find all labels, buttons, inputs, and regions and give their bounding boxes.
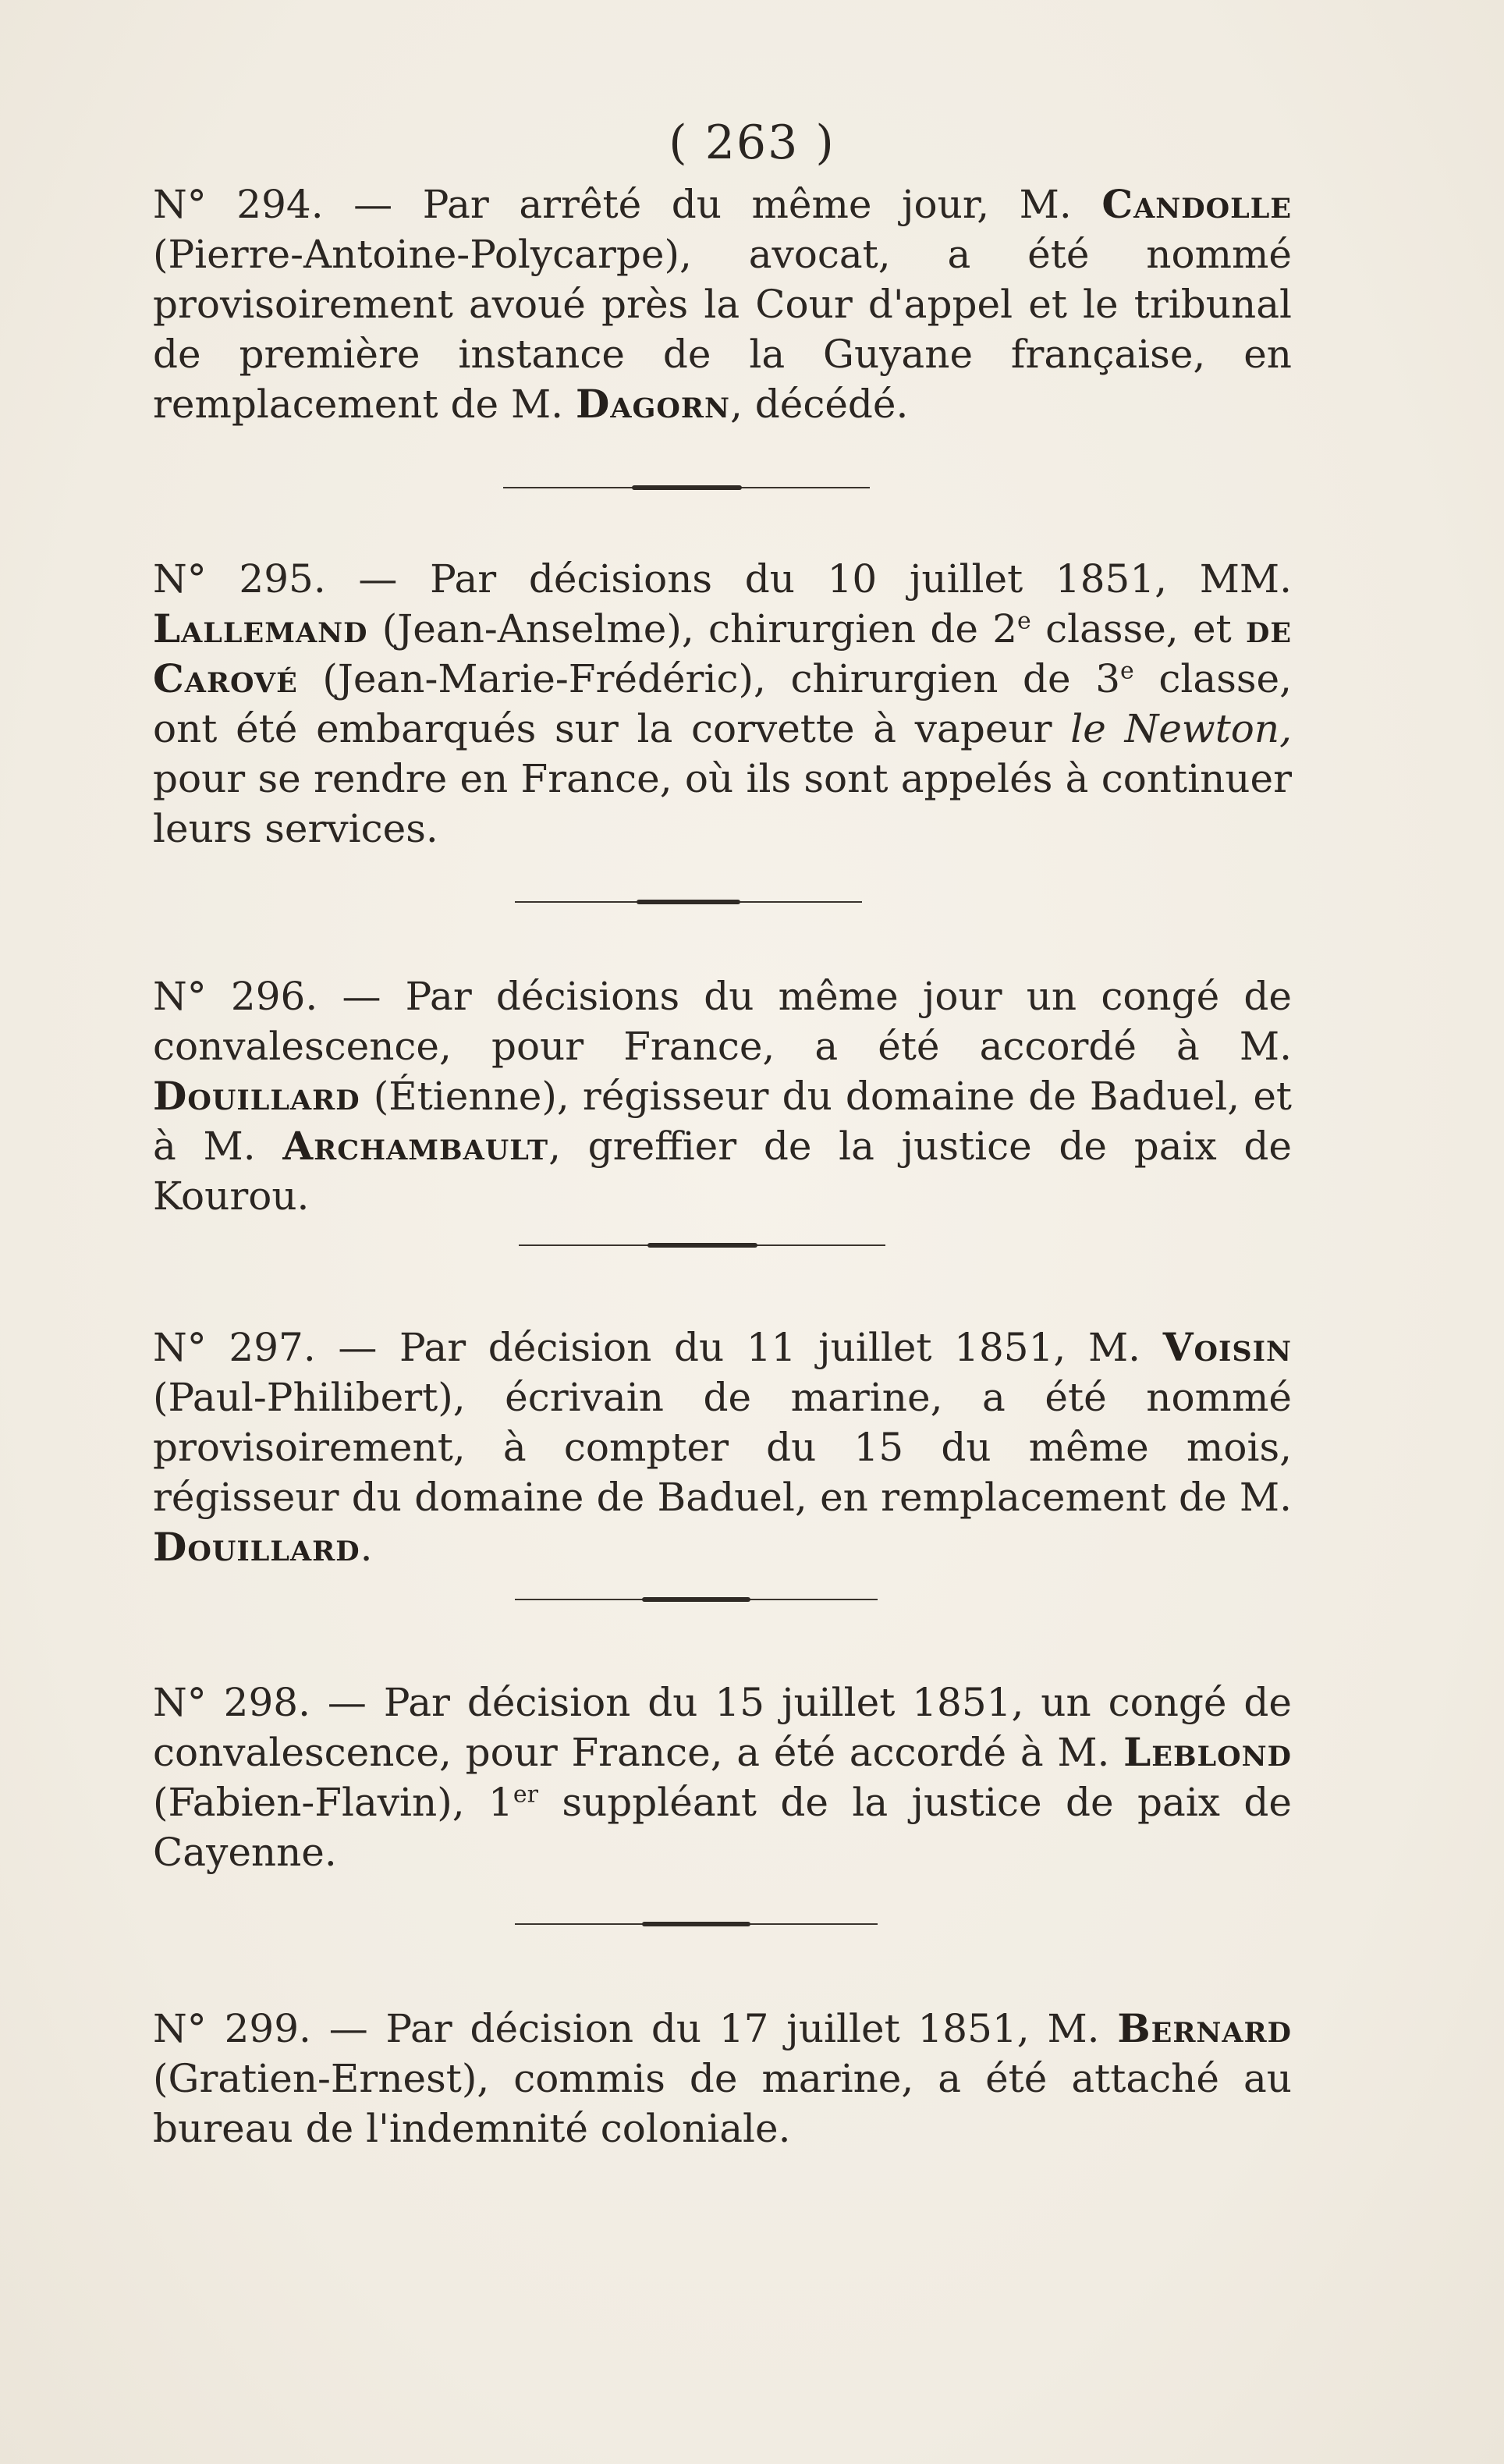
entry-text: (Gratien-Ernest), commis de marine, a été attaché au bureau de l'indemnité coloniale. <box>153 2056 1292 2151</box>
entry-text: , greffier de la justice de paix de Kourou. <box>153 1124 1293 1219</box>
superscript: e <box>1120 657 1134 685</box>
person-name: Douillard <box>153 1524 360 1570</box>
person-name: de Carové <box>153 605 1292 701</box>
entry-text: — Par décision du 17 juillet 1851, M. <box>310 2006 1118 2051</box>
page-number: ( 263 ) <box>669 115 835 170</box>
entry-297 <box>153 1323 1292 1572</box>
entry-text: , décédé. <box>729 382 909 427</box>
entry-number: N° 295. <box>153 556 326 602</box>
entry-296 <box>153 971 1292 1221</box>
entry-text: (Fabien-Flavin), 1 <box>153 1780 513 1825</box>
person-name: Leblond <box>1123 1729 1292 1775</box>
person-name: Lallemand <box>153 605 368 652</box>
person-name: Douillard <box>153 1073 360 1119</box>
separator-rule <box>515 1922 878 1926</box>
entry-295 <box>153 554 1292 854</box>
entry-text: — Par décisions du 10 juillet 1851, MM. <box>325 556 1292 602</box>
entry-text: — Par décision du 11 juillet 1851, M. <box>315 1325 1163 1370</box>
entry-text: classe, et <box>1030 606 1246 652</box>
superscript: er <box>513 1781 538 1809</box>
entry-text: (Pierre-Antoine-Polycarpe), avocat, a été nommé provisoirement avoué près la Cour d'appel et le tribunal de première instance de la Guyane française, en remplacement de M. <box>153 232 1292 427</box>
entry-298 <box>153 1678 1292 1877</box>
person-name: Candolle <box>1101 181 1292 227</box>
separator-rule <box>515 1597 878 1602</box>
entry-text: classe, ont été embarqués sur la corvette à vapeur <box>153 656 1292 751</box>
entry-text: (Étienne), régisseur du domaine de Baduel, et à M. <box>153 1074 1292 1169</box>
superscript: e <box>1017 607 1031 635</box>
person-name: Dagorn <box>575 381 730 427</box>
entry-text: (Jean-Anselme), chirurgien de 2 <box>367 606 1018 652</box>
entry-text: . <box>360 1525 373 1570</box>
ship-name: le Newton, <box>1070 706 1293 751</box>
entry-number: N° 296. <box>153 974 318 1019</box>
entry-text: — Par arrêté du même jour, M. <box>323 182 1102 227</box>
entry-number: N° 294. <box>153 182 324 227</box>
separator-rule <box>519 1243 885 1248</box>
separator-rule <box>503 485 870 490</box>
person-name: Bernard <box>1117 2005 1292 2051</box>
entry-299 <box>153 2004 1292 2153</box>
person-name: Voisin <box>1162 1324 1292 1370</box>
entry-number: N° 299. <box>153 2006 311 2051</box>
entry-text: suppléant de la justice de paix de Cayenne. <box>153 1780 1293 1875</box>
entry-text: (Paul-Philibert), écrivain de marine, a été nommé provisoirement, à compter du 15 du même mois, régisseur du domaine de Baduel, en remplacement de M. <box>153 1375 1292 1520</box>
entry-294 <box>153 179 1292 429</box>
entry-number: N° 298. <box>153 1680 310 1725</box>
entry-number: N° 297. <box>153 1325 316 1370</box>
entry-text: (Jean-Marie-Frédéric), chirurgien de 3 <box>297 656 1121 701</box>
entry-text: — Par décision du 15 juillet 1851, un congé de convalescence, pour France, a été accordé à M. <box>153 1680 1292 1775</box>
entry-text: — Par décisions du même jour un congé de convalescence, pour France, a été accordé à M. <box>153 974 1292 1069</box>
person-name: Archambault <box>282 1123 549 1169</box>
entry-text: pour se rendre en France, où ils sont appelés à continuer leurs services. <box>153 756 1292 851</box>
separator-rule <box>515 900 862 904</box>
